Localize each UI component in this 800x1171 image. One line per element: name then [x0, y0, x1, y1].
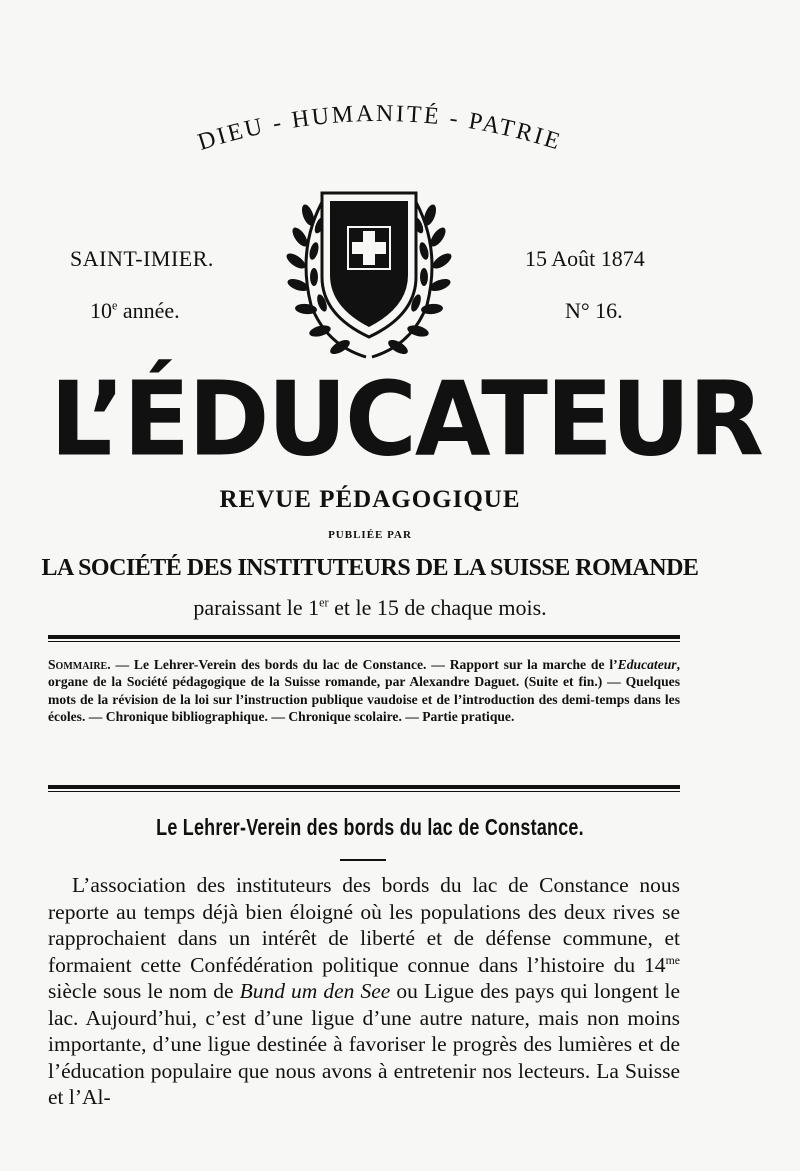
article-title: Le Lehrer-Verein des bords du lac de Constance. — [156, 814, 584, 840]
svg-text:DIEU - HUMANITÉ - PATRIE — [195, 101, 565, 156]
place: SAINT-IMIER. — [70, 246, 214, 271]
masthead-subtitle: REVUE PÉDAGOGIQUE — [219, 486, 521, 513]
table-of-contents — [48, 656, 680, 726]
motto-text: DIEU - HUMANITÉ - PATRIE — [194, 100, 566, 156]
summary-text-1: — Le Lehrer-Verein des bords du lac de Constance. — Rapport sur la marche de l’ — [110, 657, 618, 672]
article-italic: Bund um den See — [239, 979, 391, 1003]
article-body — [48, 872, 680, 1111]
summary-text-2: , organe de la Société pédagogique de la Suisse romande, par Alexandre Daguet. (Suite et fin.) — Quelques mots de la révision de la loi sur l’instruction publique vaudoise et de l’introduction des demi-temps dans les écoles. — Chronique bibliographique. — Chronique scolaire. — Partie pratique. — [48, 657, 680, 725]
motto — [140, 95, 620, 185]
shield-icon — [322, 193, 416, 337]
publication-frequency — [50, 595, 690, 621]
swiss-crest-emblem — [286, 185, 452, 363]
motto-arc — [140, 95, 620, 185]
article-sup: me — [665, 952, 680, 967]
published-by: PUBLIÉE PAR — [328, 529, 412, 541]
article-text-3: ou Ligue des pays qui longent le lac. Aujourd’hui, c’est d’une ligue d’une autre nature, mais non moins importante, d’une ligue destinée à favoriser le progrès des lumières et de l’éducation populaire que nous avons à entretenir nos lecteurs. La Suisse et l’Al- — [48, 979, 680, 1109]
frequency-sup: er — [319, 595, 329, 610]
society-name: LA SOCIÉTÉ DES INSTITUTEURS DE LA SUISSE ROMANDE — [41, 555, 699, 581]
volume-year — [90, 298, 180, 324]
summary-italic: Educateur — [617, 657, 677, 672]
divider-top — [48, 635, 680, 642]
issue-number: N° 16. — [565, 298, 623, 323]
article-text-1: L’association des instituteurs des bords du lac de Constance nous reporte au temps déjà bien éloigné où les populations des deux rives se rapprochaient dans un intérêt de liberté et de défense commune, et formaient cette Confédération politique connue dans l’histoire du 14 — [48, 873, 680, 977]
summary-label: Sommaire. — [48, 657, 111, 672]
frequency-before: paraissant le 1 — [193, 595, 320, 620]
article-paragraph — [48, 872, 680, 1111]
year-number: 10 — [90, 298, 112, 323]
title-rule — [340, 859, 386, 861]
issue-date: 15 Août 1874 — [525, 246, 645, 271]
article-text-2: siècle sous le nom de — [48, 979, 240, 1003]
year-suffix: e — [112, 298, 118, 313]
year-word: année. — [117, 298, 180, 323]
divider-bottom — [48, 785, 680, 792]
masthead-title: L’ÉDUCATEUR — [50, 359, 762, 480]
frequency-after: et le 15 de chaque mois. — [328, 595, 547, 620]
